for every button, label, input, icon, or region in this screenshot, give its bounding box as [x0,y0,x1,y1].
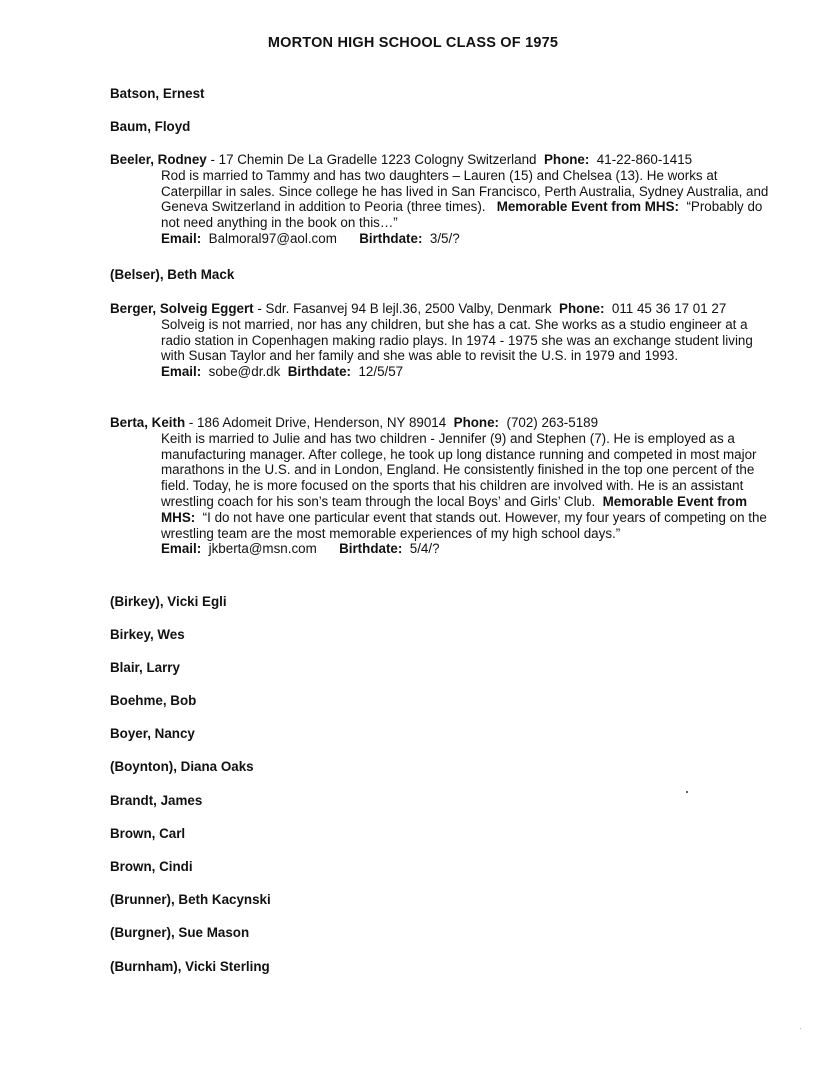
alumni-entry [110,793,775,809]
alumni-name: (Birkey), Vicki Egli [110,594,227,609]
alumni-entry [110,693,775,709]
alumni-name: Berger, Solveig Eggert [110,301,254,316]
email-label: Email: [161,230,202,246]
alumni-bio: Solveig is not married, nor has any children, but she has a cat. She works as a studio engineer at a radio station in Copenhagen making radio plays. In 1974 - 1975 she was an exchange student living with Susan Taylor and her family and she was able to revisit the U.S. in 1979 and 1993. [161,316,753,364]
scan-speck [686,791,688,793]
alumni-entry [110,152,775,247]
alumni-phone: 41-22-860-1415 [596,152,693,167]
alumni-name: Boehme, Bob [110,693,197,708]
entry-headline [110,152,775,168]
alumni-address: - 17 Chemin De La Gradelle 1223 Cologny Switzerland [206,152,537,167]
alumni-name: Batson, Ernest [110,86,205,101]
alumni-entry [110,594,775,610]
alumni-name: Brandt, James [110,793,203,808]
alumni-entry [110,86,775,102]
alumni-entry [110,627,775,643]
alumni-birthdate: 12/5/57 [358,364,404,380]
alumni-name: Berta, Keith [110,415,186,430]
alumni-phone: (702) 263-5189 [506,415,599,430]
email-label: Email: [161,541,202,557]
alumni-phone: 011 45 36 17 01 27 [611,301,727,316]
birthdate-label: Birthdate: [339,541,403,557]
memorable-event-text: “Probably do not need anything in the book on this…” [161,199,763,231]
alumni-address: - 186 Adomeit Drive, Henderson, NY 89014 [185,415,447,430]
alumni-name: Birkey, Wes [110,627,185,642]
alumni-birthdate: 5/4/? [409,541,440,557]
phone-label: Phone: [543,152,590,167]
phone-label: Phone: [559,301,605,316]
alumni-entry [110,301,775,380]
alumni-bio: Keith is married to Julie and has two children - Jennifer (9) and Stephen (7). He is employed as a manufacturing manager. After college, he took up long distance running and competed in most major marathons in the U.S. and in London, England. He consistently finished in the top one percent of the field. Today, he is more focused on the sports that his children are involved with. He is an assistant wrestling coach for his son’s team through the local Boys’ and Girls’ Club. [161,430,757,509]
alumni-name: Brown, Cindi [110,859,193,874]
alumni-entry [110,726,775,742]
alumni-entry [110,119,775,135]
memorable-event-label: Memorable Event from MHS: [496,199,679,215]
alumni-entry [110,759,775,775]
scan-speck [800,1028,801,1029]
alumni-name: (Boynton), Diana Oaks [110,759,254,774]
alumni-name: Baum, Floyd [110,119,191,134]
birthdate-label: Birthdate: [287,364,351,380]
alumni-entry [110,925,775,941]
alumni-name: Boyer, Nancy [110,726,195,741]
entry-headline [110,415,775,431]
alumni-entry [110,415,775,557]
memorable-event-label: Memorable Event from MHS: [161,493,747,525]
entry-details [161,431,775,557]
alumni-email: Balmoral97@aol.com [208,230,337,246]
memorable-event-text: “I do not have one particular event that stands out. However, my four years of competing on the wrestling team are the most memorable experiences of my high school days.” [161,509,767,541]
alumni-bio: Rod is married to Tammy and has two daughters – Lauren (15) and Chelsea (13). He works at Caterpillar in sales. Since college he has lived in San Francisco, Perth Australia, Sydney Australia, and Geneva Switzerland in addition to Peoria (three times). [161,167,769,215]
alumni-name: Brown, Carl [110,826,186,841]
email-label: Email: [161,364,202,380]
alumni-entry [110,859,775,875]
entry-headline [110,301,775,317]
alumni-entry [110,892,775,908]
alumni-address: - Sdr. Fasanvej 94 B lejl.36, 2500 Valby, Denmark [253,301,552,316]
alumni-name: (Brunner), Beth Kacynski [110,892,271,907]
alumni-name: (Belser), Beth Mack [110,267,235,282]
alumni-entry [110,959,775,975]
entry-details [161,317,775,380]
entry-details [161,168,775,247]
alumni-entry [110,826,775,842]
alumni-entry [110,267,775,283]
phone-label: Phone: [453,415,500,430]
page-title: MORTON HIGH SCHOOL CLASS OF 1975 [267,35,559,51]
alumni-name: (Burgner), Sue Mason [110,925,250,940]
birthdate-label: Birthdate: [359,230,423,246]
alumni-birthdate: 3/5/? [429,230,460,246]
alumni-name: (Burnham), Vicki Sterling [110,959,270,974]
alumni-name: Blair, Larry [110,660,180,675]
alumni-email: sobe@dr.dk [208,364,281,380]
alumni-email: jkberta@msn.com [208,541,317,557]
alumni-entry [110,660,775,676]
alumni-name: Beeler, Rodney [110,152,207,167]
